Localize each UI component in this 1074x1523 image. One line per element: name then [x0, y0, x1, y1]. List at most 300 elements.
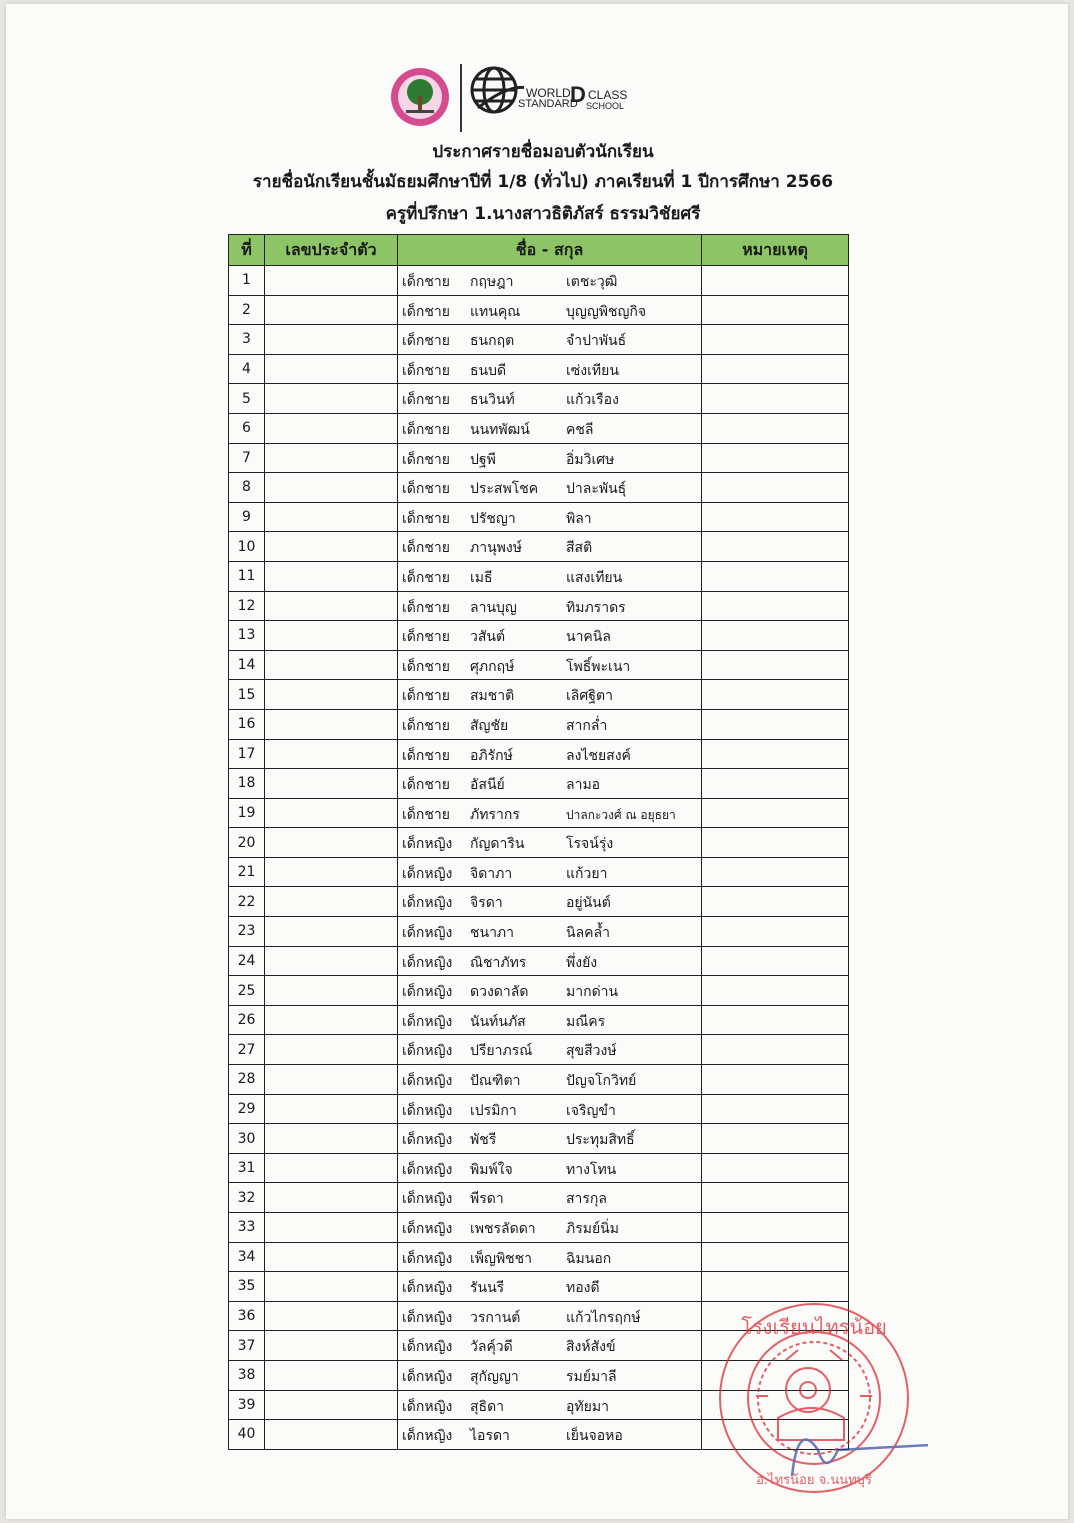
row-number: 35: [229, 1272, 265, 1302]
name-prefix: เด็กหญิง: [402, 1161, 453, 1178]
student-id-cell: [265, 1213, 398, 1243]
last-name: รมย์มาลี: [566, 1368, 617, 1385]
remarks-cell: [702, 532, 849, 562]
last-name: เลิศฐิตา: [566, 688, 613, 705]
table-row: [229, 325, 849, 355]
row-number: 36: [229, 1301, 265, 1331]
student-id-cell: [265, 650, 398, 680]
name-prefix: เด็กหญิง: [402, 925, 453, 942]
student-id-cell: [265, 561, 398, 591]
student-id-cell: [265, 502, 398, 532]
student-id-cell: [265, 976, 398, 1006]
remarks-cell: [702, 473, 849, 503]
row-number: 4: [229, 354, 265, 384]
student-name-cell: [398, 1390, 702, 1420]
advisor-line: ครูที่ปรึกษา 1.นางสาวธิติภัสร์ ธรรมวิชัยศรี: [385, 204, 701, 224]
table-row: [229, 502, 849, 532]
remarks-cell: [702, 325, 849, 355]
student-name-cell: [398, 1183, 702, 1213]
table-row: [229, 1272, 849, 1302]
first-name: กัญดาริน: [470, 836, 525, 853]
student-id-cell: [265, 325, 398, 355]
student-name-cell: [398, 443, 702, 473]
row-number: 22: [229, 887, 265, 917]
name-prefix: เด็กหญิง: [402, 1309, 453, 1326]
name-prefix: เด็กหญิง: [402, 1221, 453, 1237]
name-prefix: เด็กหญิง: [402, 1398, 453, 1415]
table-row: [229, 650, 849, 680]
student-name-cell: [398, 1094, 702, 1124]
student-name-cell: [398, 502, 702, 532]
student-id-cell: [265, 828, 398, 858]
student-id-cell: [265, 1242, 398, 1272]
first-name: ปฐพี: [470, 451, 496, 468]
column-header-student-id: เลขประจำตัว: [265, 235, 398, 266]
last-name: มณีคร: [566, 1013, 606, 1030]
first-name: ประสพโชค: [470, 481, 539, 498]
row-number: 15: [229, 680, 265, 710]
student-name-cell: [398, 384, 702, 414]
last-name: พึ่งยัง: [566, 954, 598, 971]
announcement-title: ประกาศรายชื่อมอบตัวนักเรียน: [432, 142, 654, 162]
first-name: จิรดา: [470, 895, 503, 912]
last-name: แก้วไกรฤกษ์: [566, 1309, 641, 1326]
row-number: 27: [229, 1035, 265, 1065]
row-number: 5: [229, 384, 265, 414]
name-prefix: เด็กชาย: [402, 569, 450, 586]
student-id-cell: [265, 532, 398, 562]
last-name: นาคนิล: [566, 629, 611, 646]
name-prefix: เด็กหญิง: [402, 954, 453, 971]
remarks-cell: [702, 1213, 849, 1243]
student-id-cell: [265, 709, 398, 739]
table-row: [229, 1094, 849, 1124]
last-name: เย็นจอหอ: [566, 1428, 623, 1445]
first-name: วัลคุ์วดี: [470, 1339, 513, 1356]
table-row: [229, 739, 849, 769]
last-name: แสงเทียน: [566, 569, 623, 586]
wcs-word-school: SCHOOL: [586, 101, 625, 111]
remarks-cell: [702, 561, 849, 591]
student-id-cell: [265, 1124, 398, 1154]
last-name: ทองดี: [566, 1280, 600, 1297]
first-name: ธนกฤต: [470, 333, 515, 350]
last-name: ประทุมสิทธิ์: [566, 1132, 635, 1149]
row-number: 29: [229, 1094, 265, 1124]
logo-divider: [460, 64, 462, 132]
student-name-cell: [398, 917, 702, 947]
student-id-cell: [265, 473, 398, 503]
table-row: [229, 354, 849, 384]
student-name-cell: [398, 709, 702, 739]
table-row: [229, 828, 849, 858]
row-number: 2: [229, 295, 265, 325]
first-name: แทนคุณ: [470, 303, 521, 320]
last-name: นิลคล้ำ: [566, 925, 610, 942]
student-name-cell: [398, 680, 702, 710]
table-row: [229, 384, 849, 414]
student-name-cell: [398, 857, 702, 887]
last-name: บุญญพิชญกิจ: [566, 303, 647, 320]
first-name: นันท์นภัส: [470, 1013, 526, 1030]
table-row: [229, 532, 849, 562]
student-id-cell: [265, 266, 398, 296]
row-number: 8: [229, 473, 265, 503]
table-row: [229, 591, 849, 621]
first-name: วสันต์: [470, 629, 506, 646]
student-name-cell: [398, 354, 702, 384]
student-name-cell: [398, 650, 702, 680]
first-name: ไอรดา: [470, 1428, 510, 1445]
name-prefix: เด็กหญิง: [402, 1073, 453, 1090]
table-row: [229, 443, 849, 473]
remarks-cell: [702, 591, 849, 621]
student-name-cell: [398, 1360, 702, 1390]
stamp-top-text: โรงเรียนไทรน้อย: [741, 1315, 887, 1339]
remarks-cell: [702, 769, 849, 799]
remarks-cell: [702, 917, 849, 947]
table-row: [229, 1183, 849, 1213]
student-id-cell: [265, 680, 398, 710]
first-name: กฤษฎา: [470, 274, 514, 290]
row-number: 14: [229, 650, 265, 680]
student-id-cell: [265, 413, 398, 443]
last-name: ลามอ: [566, 777, 601, 794]
last-name: มากด่าน: [566, 984, 619, 1001]
name-prefix: เด็กชาย: [402, 777, 450, 794]
remarks-cell: [702, 1272, 849, 1302]
student-name-cell: [398, 1272, 702, 1302]
row-number: 28: [229, 1065, 265, 1095]
remarks-cell: [702, 384, 849, 414]
row-number: 1: [229, 266, 265, 296]
last-name: สารกุล: [566, 1191, 607, 1208]
remarks-cell: [702, 354, 849, 384]
last-name: เตชะวุฒิ: [566, 274, 618, 290]
last-name: เซ่งเทียน: [566, 362, 619, 379]
remarks-cell: [702, 798, 849, 828]
table-row: [229, 769, 849, 799]
student-id-cell: [265, 295, 398, 325]
name-prefix: เด็กชาย: [402, 274, 450, 290]
table-row: [229, 295, 849, 325]
name-prefix: เด็กชาย: [402, 717, 450, 734]
remarks-cell: [702, 1005, 849, 1035]
first-name: พัชรี: [470, 1132, 497, 1149]
student-id-cell: [265, 917, 398, 947]
table-row: [229, 561, 849, 591]
name-prefix: เด็กหญิง: [402, 1339, 453, 1356]
row-number: 24: [229, 946, 265, 976]
row-number: 11: [229, 561, 265, 591]
name-prefix: เด็กชาย: [402, 362, 450, 379]
remarks-cell: [702, 1065, 849, 1095]
student-name-cell: [398, 828, 702, 858]
name-prefix: เด็กชาย: [402, 747, 450, 764]
name-prefix: เด็กหญิง: [402, 1250, 453, 1267]
first-name: ปัณฑิตา: [470, 1073, 521, 1090]
name-prefix: เด็กหญิง: [402, 895, 453, 912]
last-name: สุขสีวงษ์: [566, 1043, 617, 1060]
row-number: 9: [229, 502, 265, 532]
student-id-cell: [265, 739, 398, 769]
remarks-cell: [702, 413, 849, 443]
name-prefix: เด็กชาย: [402, 599, 450, 616]
student-id-cell: [265, 769, 398, 799]
first-name: ดวงดาลัด: [470, 984, 529, 1001]
student-id-cell: [265, 1360, 398, 1390]
name-prefix: เด็กชาย: [402, 451, 450, 468]
first-name: เพ็ญพิชชา: [470, 1250, 533, 1267]
last-name: สิงห์สังข์: [566, 1339, 616, 1356]
student-name-cell: [398, 1242, 702, 1272]
row-number: 25: [229, 976, 265, 1006]
table-row: [229, 1005, 849, 1035]
table-row: [229, 857, 849, 887]
student-name-cell: [398, 325, 702, 355]
last-name: ลงไชยสงค์: [566, 747, 631, 764]
last-name: แก้วเรือง: [566, 392, 619, 409]
table-header-row: [229, 235, 849, 266]
row-number: 7: [229, 443, 265, 473]
globe-icon: [468, 64, 524, 120]
student-name-cell: [398, 413, 702, 443]
column-header-name: ชื่อ - สกุล: [398, 235, 702, 266]
wcs-word-standard: STANDARD: [518, 98, 578, 110]
row-number: 23: [229, 917, 265, 947]
remarks-cell: [702, 680, 849, 710]
student-id-cell: [265, 1272, 398, 1302]
table-row: [229, 266, 849, 296]
student-name-cell: [398, 769, 702, 799]
name-prefix: เด็กชาย: [402, 421, 450, 438]
row-number: 30: [229, 1124, 265, 1154]
name-prefix: เด็กชาย: [402, 510, 450, 527]
last-name: พิลา: [566, 510, 592, 527]
row-number: 17: [229, 739, 265, 769]
student-name-cell: [398, 1153, 702, 1183]
student-id-cell: [265, 1065, 398, 1095]
student-id-cell: [265, 1390, 398, 1420]
first-name: พีรดา: [470, 1191, 504, 1208]
first-name: รันนรี: [470, 1280, 505, 1297]
remarks-cell: [702, 443, 849, 473]
remarks-cell: [702, 857, 849, 887]
name-prefix: เด็กหญิง: [402, 1043, 453, 1060]
last-name: เจริญขำ: [566, 1102, 616, 1119]
header-logos: [386, 62, 626, 134]
school-seal-stamp: [708, 1300, 928, 1510]
remarks-cell: [702, 1094, 849, 1124]
student-name-cell: [398, 739, 702, 769]
student-name-cell: [398, 1005, 702, 1035]
row-number: 39: [229, 1390, 265, 1420]
table-row: [229, 1242, 849, 1272]
last-name: โพธิ์พะเนา: [566, 658, 631, 675]
row-number: 13: [229, 621, 265, 651]
last-name: สากล่ำ: [566, 717, 608, 734]
student-name-cell: [398, 295, 702, 325]
last-name: จำปาพันธ์: [566, 333, 627, 350]
last-name: อิ่มวิเศษ: [566, 451, 615, 468]
name-prefix: เด็กหญิง: [402, 1280, 453, 1297]
name-prefix: เด็กหญิง: [402, 836, 453, 853]
first-name: อภิรักษ์: [470, 747, 513, 764]
first-name: สุกัญญา: [470, 1368, 519, 1385]
row-number: 16: [229, 709, 265, 739]
remarks-cell: [702, 739, 849, 769]
last-name: แก้วยา: [566, 865, 608, 882]
remarks-cell: [702, 1035, 849, 1065]
first-name: สัญชัย: [470, 717, 509, 734]
last-name: ปัญจโกวิทย์: [566, 1073, 637, 1090]
stamp-bottom-text: อ.ไทรน้อย จ.นนทบุรี: [756, 1473, 872, 1488]
student-id-cell: [265, 887, 398, 917]
student-name-cell: [398, 1420, 702, 1450]
first-name: ชนาภา: [470, 925, 515, 942]
first-name: ปรัชญา: [470, 510, 516, 527]
student-name-cell: [398, 798, 702, 828]
name-prefix: เด็กชาย: [402, 392, 450, 409]
row-number: 38: [229, 1360, 265, 1390]
row-number: 12: [229, 591, 265, 621]
name-prefix: เด็กชาย: [402, 806, 450, 823]
first-name: เมธี: [470, 569, 493, 586]
class-subtitle: รายชื่อนักเรียนชั้นมัธยมศึกษาปีที่ 1/8 (ทั่วไป) ภาคเรียนที่ 1 ปีการศึกษา 2566: [252, 172, 834, 192]
name-prefix: เด็กชาย: [402, 658, 450, 675]
remarks-cell: [702, 946, 849, 976]
first-name: สมชาติ: [470, 688, 515, 705]
last-name: ทางโทน: [566, 1161, 617, 1178]
student-id-cell: [265, 1331, 398, 1361]
remarks-cell: [702, 621, 849, 651]
last-name: ปาลกะวงศ์ ณ อยุธยา: [566, 807, 676, 822]
student-name-cell: [398, 1124, 702, 1154]
last-name: ภิรมย์นิ่ม: [566, 1221, 619, 1237]
student-name-cell: [398, 561, 702, 591]
remarks-cell: [702, 828, 849, 858]
student-id-cell: [265, 798, 398, 828]
student-name-cell: [398, 946, 702, 976]
table-row: [229, 946, 849, 976]
student-name-cell: [398, 532, 702, 562]
last-name: อยู่นันต์: [566, 895, 611, 912]
student-name-cell: [398, 976, 702, 1006]
remarks-cell: [702, 887, 849, 917]
table-row: [229, 1035, 849, 1065]
first-name: ปรียาภรณ์: [470, 1043, 533, 1060]
last-name: คชลี: [566, 421, 594, 438]
student-name-cell: [398, 266, 702, 296]
remarks-cell: [702, 295, 849, 325]
name-prefix: เด็กชาย: [402, 333, 450, 350]
last-name: ปาละพันธุ์: [566, 481, 627, 498]
student-name-cell: [398, 1035, 702, 1065]
name-prefix: เด็กชาย: [402, 303, 450, 320]
table-row: [229, 1065, 849, 1095]
remarks-cell: [702, 502, 849, 532]
remarks-cell: [702, 1183, 849, 1213]
student-name-cell: [398, 1301, 702, 1331]
table-row: [229, 887, 849, 917]
column-header-number: ที่: [229, 235, 265, 266]
table-row: [229, 976, 849, 1006]
row-number: 10: [229, 532, 265, 562]
row-number: 6: [229, 413, 265, 443]
first-name: เปรมิกา: [470, 1102, 517, 1119]
remarks-cell: [702, 1242, 849, 1272]
student-name-cell: [398, 591, 702, 621]
row-number: 37: [229, 1331, 265, 1361]
wcs-word-world: WORLD: [526, 86, 571, 100]
row-number: 26: [229, 1005, 265, 1035]
last-name: โรจน์รุ่ง: [566, 836, 614, 853]
student-id-cell: [265, 443, 398, 473]
first-name: ธนบดี: [470, 362, 507, 379]
name-prefix: เด็กหญิง: [402, 1132, 453, 1149]
world-class-logo: [466, 62, 626, 134]
wcs-word-class: CLASS: [588, 88, 628, 102]
student-name-cell: [398, 1331, 702, 1361]
table-row: [229, 473, 849, 503]
wcs-letter-d: D: [570, 82, 586, 107]
table-body: [229, 266, 849, 1450]
student-id-cell: [265, 857, 398, 887]
table-row: [229, 1124, 849, 1154]
student-id-cell: [265, 591, 398, 621]
row-number: 21: [229, 857, 265, 887]
row-number: 40: [229, 1420, 265, 1450]
first-name: ภานุพงษ์: [470, 540, 522, 557]
row-number: 32: [229, 1183, 265, 1213]
remarks-cell: [702, 1124, 849, 1154]
remarks-cell: [702, 976, 849, 1006]
last-name: สีสติ: [566, 540, 593, 557]
student-id-cell: [265, 946, 398, 976]
first-name: อัสนีย์: [470, 777, 505, 794]
name-prefix: เด็กชาย: [402, 688, 450, 705]
student-id-cell: [265, 384, 398, 414]
first-name: ณิชาภัทร: [470, 954, 527, 971]
student-id-cell: [265, 1420, 398, 1450]
table-row: [229, 709, 849, 739]
name-prefix: เด็กหญิง: [402, 865, 453, 882]
school-emblem-icon: [386, 66, 454, 128]
table-row: [229, 413, 849, 443]
table-row: [229, 917, 849, 947]
name-prefix: เด็กหญิง: [402, 1102, 453, 1119]
student-id-cell: [265, 1183, 398, 1213]
remarks-cell: [702, 650, 849, 680]
student-id-cell: [265, 1153, 398, 1183]
first-name: ลานบุญ: [470, 599, 517, 616]
last-name: ฉิมนอก: [566, 1250, 612, 1267]
row-number: 33: [229, 1213, 265, 1243]
remarks-cell: [702, 1153, 849, 1183]
name-prefix: เด็กหญิง: [402, 1428, 453, 1445]
first-name: ศุภกฤษ์: [470, 658, 515, 675]
student-roster-table: [228, 234, 849, 1450]
student-id-cell: [265, 1094, 398, 1124]
name-prefix: เด็กหญิง: [402, 1368, 453, 1385]
row-number: 31: [229, 1153, 265, 1183]
last-name: อุทัยมา: [566, 1398, 609, 1415]
student-id-cell: [265, 354, 398, 384]
table-row: [229, 798, 849, 828]
first-name: จิดาภา: [470, 865, 513, 882]
name-prefix: เด็กชาย: [402, 629, 450, 646]
student-id-cell: [265, 1035, 398, 1065]
